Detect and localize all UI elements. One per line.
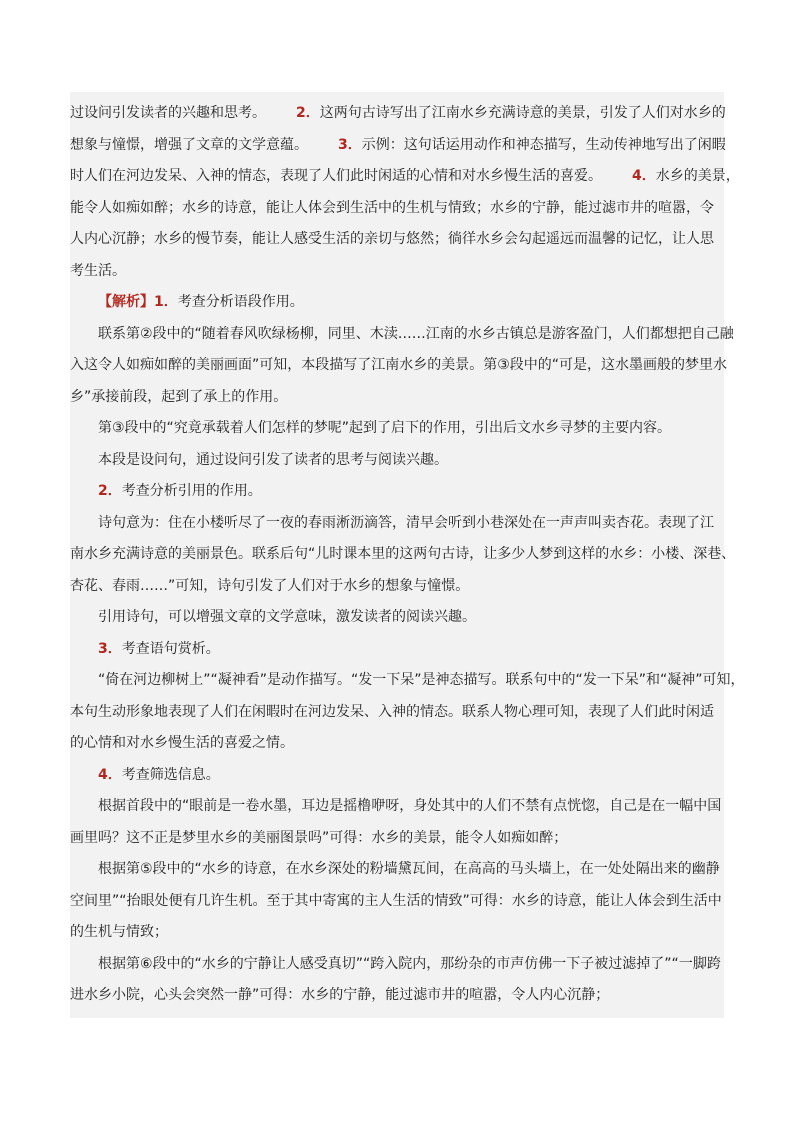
paragraph-line: 的生机与情致； — [70, 924, 168, 940]
answer-text: 这两句古诗写出了江南水乡充满诗意的美景，引发了人们对水乡的 — [319, 105, 726, 121]
paragraph-line: 本段是设问句，通过设问引发了读者的思考与阅读兴趣。 — [98, 451, 448, 468]
paragraph-line: 根据第⑥段中的“水乡的宁静让人感受真切”“跨入院内，那纷杂的市声仿佛一下子被过滤掉了”“一脚跨 — [98, 955, 721, 972]
answer-line-4: 能令人如痴如醉；水乡的诗意，能让人体会到生活中的生机与情致；水乡的宁静，能过滤市井的喧嚣，令 — [70, 199, 714, 216]
answer-line-5: 人内心沉静；水乡的慢节奏，能让人感受生活的亲切与悠然；徜徉水乡会勾起遥远而温馨的记忆，让人思 — [70, 231, 714, 247]
paragraph-line: 乡”承接前段，起到了承上的作用。 — [70, 388, 288, 405]
section-number-4: 4． — [98, 766, 122, 783]
answer-text: 水乡的美景， — [655, 168, 740, 184]
answer-number-3: 3． — [338, 136, 362, 153]
paragraph-line: 进水乡小院，心头会突然一静”可得：水乡的宁静，能过滤市井的喧嚣，令人内心沉静； — [70, 987, 610, 1003]
section-title: 考查筛选信息。 — [121, 766, 220, 783]
analysis-heading — [70, 287, 724, 319]
paragraph-line: 空间里”“抬眼处便有几许生机。至于其中寄寓的主人生活的情致”可得：水乡的诗意，能让人体会到生活中 — [70, 892, 722, 909]
paragraph-line: 引用诗句，可以增强文章的文学意味，激发读者的阅读兴趣。 — [98, 609, 476, 625]
paragraph-line: 杏花、春雨……”可知，诗句引发了人们对于水乡的想象与憧憬。 — [70, 577, 470, 594]
paragraph-line: 联系第②段中的“随着春风吹绿杨柳，同里、木渎……江南的水乡古镇总是游客盈门，人们都想把自己融 — [98, 325, 734, 342]
section-heading-4 — [70, 760, 724, 792]
paragraph-line: 的心情和对水乡慢生活的喜爱之情。 — [70, 735, 294, 751]
answer-line-1 — [70, 98, 724, 130]
paragraph-line: 根据首段中的“眼前是一卷水墨，耳边是摇橹咿呀，身处其中的人们不禁有点恍惚，自己是在一幅中国 — [98, 798, 722, 814]
paragraph-line: 画里吗？这不正是梦里水乡的美丽图景吗”可得：水乡的美景，能令人如痴如醉； — [70, 829, 568, 846]
section-title: 考查语句赏析。 — [121, 640, 220, 657]
paragraph-line: 南水乡充满诗意的美丽景色。联系后句“儿时课本里的这两句古诗，让多少人梦到这样的水乡：小楼、深巷、 — [70, 546, 736, 562]
answer-text: 想象与憧憬，增强了文章的文学意蕴。 — [70, 136, 308, 153]
answer-text: 示例：这句话运用动作和神态描写，生动传神地写出了闲暇 — [361, 136, 726, 153]
answer-line-6: 考生活。 — [70, 262, 126, 279]
section-heading-3 — [70, 634, 724, 666]
paragraph-line: 诗句意为：住在小楼听尽了一夜的春雨淅沥滴答，清早会听到小巷深处在一声声叫卖杏花。表现了江 — [98, 514, 714, 531]
answer-text: 过设问引发读者的兴趣和思考。 — [70, 105, 266, 121]
answer-number-2: 2． — [296, 105, 320, 121]
paragraph-line: 第③段中的“究竟承载着人们怎样的梦呢”起到了启下的作用，引出后文水乡寻梦的主要内容。 — [98, 420, 672, 436]
answer-line-3 — [70, 161, 740, 193]
paragraph-line: 入这令人如痴如醉的美丽画面”可知，本段描写了江南水乡的美景。第③段中的“可是，这水墨画般的梦里水 — [70, 357, 728, 373]
answer-line-2 — [70, 130, 724, 162]
answer-text: 时人们在河边发呆、入神的情态，表现了人们此时闲适的心情和对水乡慢生活的喜爱。 — [70, 168, 602, 184]
section-number-1: 1． — [154, 294, 178, 310]
paragraph-line: 本句生动形象地表现了人们在闲暇时在河边发呆、入神的情态。联系人物心理可知，表现了人们此时闲适 — [70, 703, 714, 720]
section-title: 考查分析引用的作用。 — [121, 483, 262, 499]
paragraph-line: 根据第⑤段中的“水乡的诗意，在水乡深处的粉墙黛瓦间，在高高的马头墙上，在一处处隔出来的幽静 — [98, 861, 720, 877]
section-number-3: 3． — [98, 640, 122, 657]
document-body — [70, 92, 745, 1018]
paragraph-line: “倚在河边柳树上”“凝神看”是动作描写。“发一下呆”是神态描写。联系句中的“发一下呆”和“凝神”可知， — [98, 672, 745, 688]
section-number-2: 2． — [98, 483, 122, 499]
analysis-label: 【解析】 — [98, 294, 154, 310]
section-title: 考查分析语段作用。 — [177, 294, 304, 310]
answer-number-4: 4． — [632, 168, 656, 184]
section-heading-2 — [70, 476, 724, 508]
